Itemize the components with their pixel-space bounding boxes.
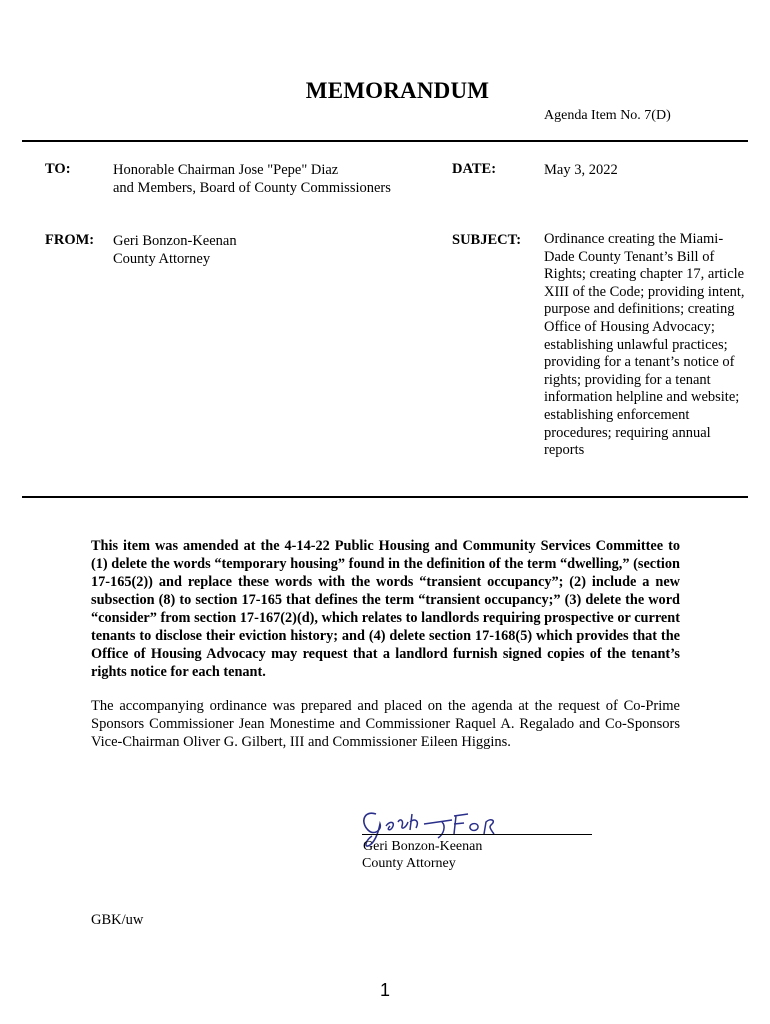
sponsor-paragraph: The accompanying ordinance was prepared and placed on the agenda at the request of Co-Prime Sponsors Commissioner Jean Monestime and Commissioner Raquel A. Regalado and Co-Sponsors Vice-Chairman Oliver G. Gilbert, III and Commissioner Eileen Higgins. — [91, 698, 680, 750]
to-recipient-line1: Honorable Chairman Jose "Pepe" Diaz — [113, 162, 339, 178]
memo-title: MEMORANDUM — [305, 78, 490, 103]
agenda-item-number: Agenda Item No. 7(D) — [544, 108, 671, 123]
signatory-name: Geri Bonzon-Keenan — [363, 839, 483, 854]
header-bottom-rule — [22, 496, 748, 498]
typist-initials: GBK/uw — [91, 912, 144, 928]
from-label: FROM: — [45, 232, 95, 248]
from-title: County Attorney — [113, 251, 211, 267]
subject-label: SUBJECT: — [452, 232, 522, 248]
date-value: May 3, 2022 — [544, 162, 618, 178]
page-number: 1 — [379, 980, 390, 1000]
from-name: Geri Bonzon-Keenan — [113, 233, 237, 249]
amendment-paragraph: This item was amended at the 4-14-22 Public Housing and Community Services Committee to (1) delete the words “temporary housing” found in the definition of the term “dwelling,” (section 17-165(2)) and replace these words with the words “transient occupancy”; (2) include a new subsection (8) to section 17-165 that defines the term “transient occupancy;” (3) delete the word “consider” from section 17-167(2)(d), which relates to landlords requiring prospective or current tenants to disclose their eviction history; and (4) delete section 17-168(5) which provides that the Office of Housing Advocacy may request that a landlord furnish signed copies of the tenant’s rights notice for each tenant. — [91, 538, 680, 680]
to-label: TO: — [45, 161, 71, 177]
to-recipient-line2: and Members, Board of County Commissioners — [113, 180, 391, 196]
signature-line — [362, 834, 592, 835]
header-top-rule — [22, 140, 748, 142]
date-label: DATE: — [452, 161, 497, 177]
signatory-title: County Attorney — [362, 856, 456, 871]
subject-text: Ordinance creating the Miami-Dade County Tenant’s Bill of Rights; creating chapter 17, article XIII of the Code; providing intent, purpose and definitions; creating Office of Housing Advocacy; establishing unlawful practices; providing for a tenant’s notice of rights; providing for a tenant information helpline and website; establishing enforcement procedures; requiring annual reports — [544, 231, 745, 459]
